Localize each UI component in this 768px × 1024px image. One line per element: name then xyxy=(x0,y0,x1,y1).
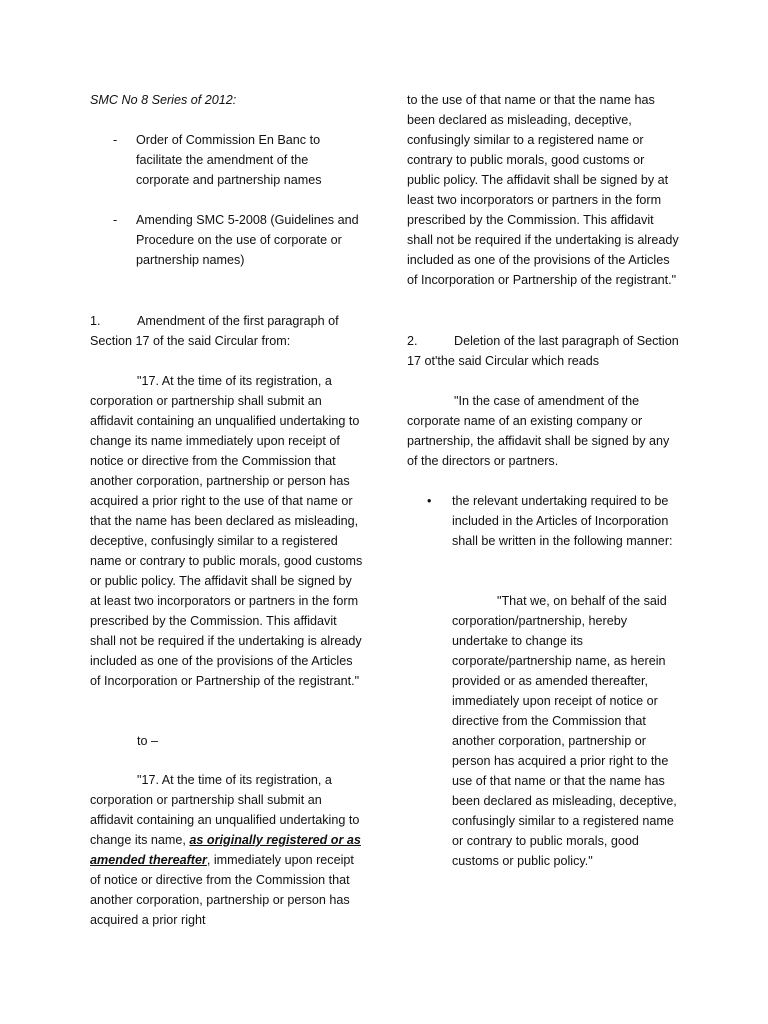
quoted-last-paragraph xyxy=(407,391,679,471)
quoted-amended-paragraph xyxy=(90,770,365,930)
item-number: 1. xyxy=(90,314,101,328)
quote-first-line: "That we, on behalf of the said xyxy=(497,594,667,608)
quote-text-after: , immediately upon receipt of notice or directive from the Commission that another corporation, partnership or person has acquired a prior right xyxy=(90,853,354,927)
to-label: to – xyxy=(137,734,159,748)
item-number: 2. xyxy=(407,334,418,348)
quote-body: corporation/partnership, hereby undertake to change its corporate/partnership name, as herein provided or as amended thereafter, immediately upon receipt of notice or directive from the Commission that another corporation, partnership or person has acquired a prior right to the use of that name or that the name has been declared as misleading, deceptive, confusingly similar to a registered name or contrary to public morals, good customs or public policy." xyxy=(452,614,677,868)
dash-marker: - xyxy=(113,213,118,227)
quote-first-line: "17. At the time of its registration, a xyxy=(137,374,332,388)
quote-body xyxy=(90,790,365,930)
quote-first-line: "17. At the time of its registration, a xyxy=(137,773,332,787)
numbered-item-1 xyxy=(90,311,362,351)
numbered-item-2 xyxy=(407,331,679,371)
undertaking-quote xyxy=(452,591,684,871)
continuation-paragraph: to the use of that name or that the name has been declared as misleading, deceptive, confusingly similar to a registered name or contrary to public morals, good customs or public policy. The affidavit shall be signed by at least two incorporators or partners in the form prescribed by the Commission. This affidavit shall not be required if the undertaking is already included as one of the provisions of the Articles of Incorporation or Partnership of the registrant." xyxy=(407,93,679,287)
dash-marker: - xyxy=(113,133,118,147)
quote-body: corporate name of an existing company or partnership, the affidavit shall be signed by any of the directors or partners. xyxy=(407,414,670,468)
list-item-text: Order of Commission En Banc to facilitate the amendment of the corporate and partnership names xyxy=(136,133,322,187)
quote-body: corporation or partnership shall submit an affidavit containing an unqualified undertaking to change its name immediately upon receipt of notice or directive from the Commission that another corporation, partnership or person has acquired a prior right to the use of that name or that the name has been declared as misleading, deceptive, confusingly similar to a registered name or contrary to public morals, good customs or public policy. The affidavit shall be signed by at least two incorporators or partners in the form prescribed by the Commission. This affidavit shall not be required if the undertaking is already included as one of the provisions of the Articles of Incorporation or Partnership of the registrant." xyxy=(90,394,363,688)
document-title: SMC No 8 Series of 2012: xyxy=(90,93,237,107)
underlined-amendment: as originally registered or as amended thereafter xyxy=(90,833,361,867)
quoted-original-paragraph xyxy=(90,371,365,691)
item-text: Amendment of the first paragraph of Section 17 of the said Circular from: xyxy=(90,314,339,348)
list-item-text: Amending SMC 5-2008 (Guidelines and Procedure on the use of corporate or partnership names) xyxy=(136,213,359,267)
bullet-text: the relevant undertaking required to be included in the Articles of Incorporation shall be written in the following manner: xyxy=(452,494,673,548)
quote-text-before: corporation or partnership shall submit an affidavit containing an unqualified undertaking to change its name, xyxy=(90,793,360,847)
item-text: Deletion of the last paragraph of Section 17 ot'the said Circular which reads xyxy=(407,334,679,368)
quote-first-line: "In the case of amendment of the xyxy=(454,394,640,408)
bullet-marker: • xyxy=(427,494,432,508)
